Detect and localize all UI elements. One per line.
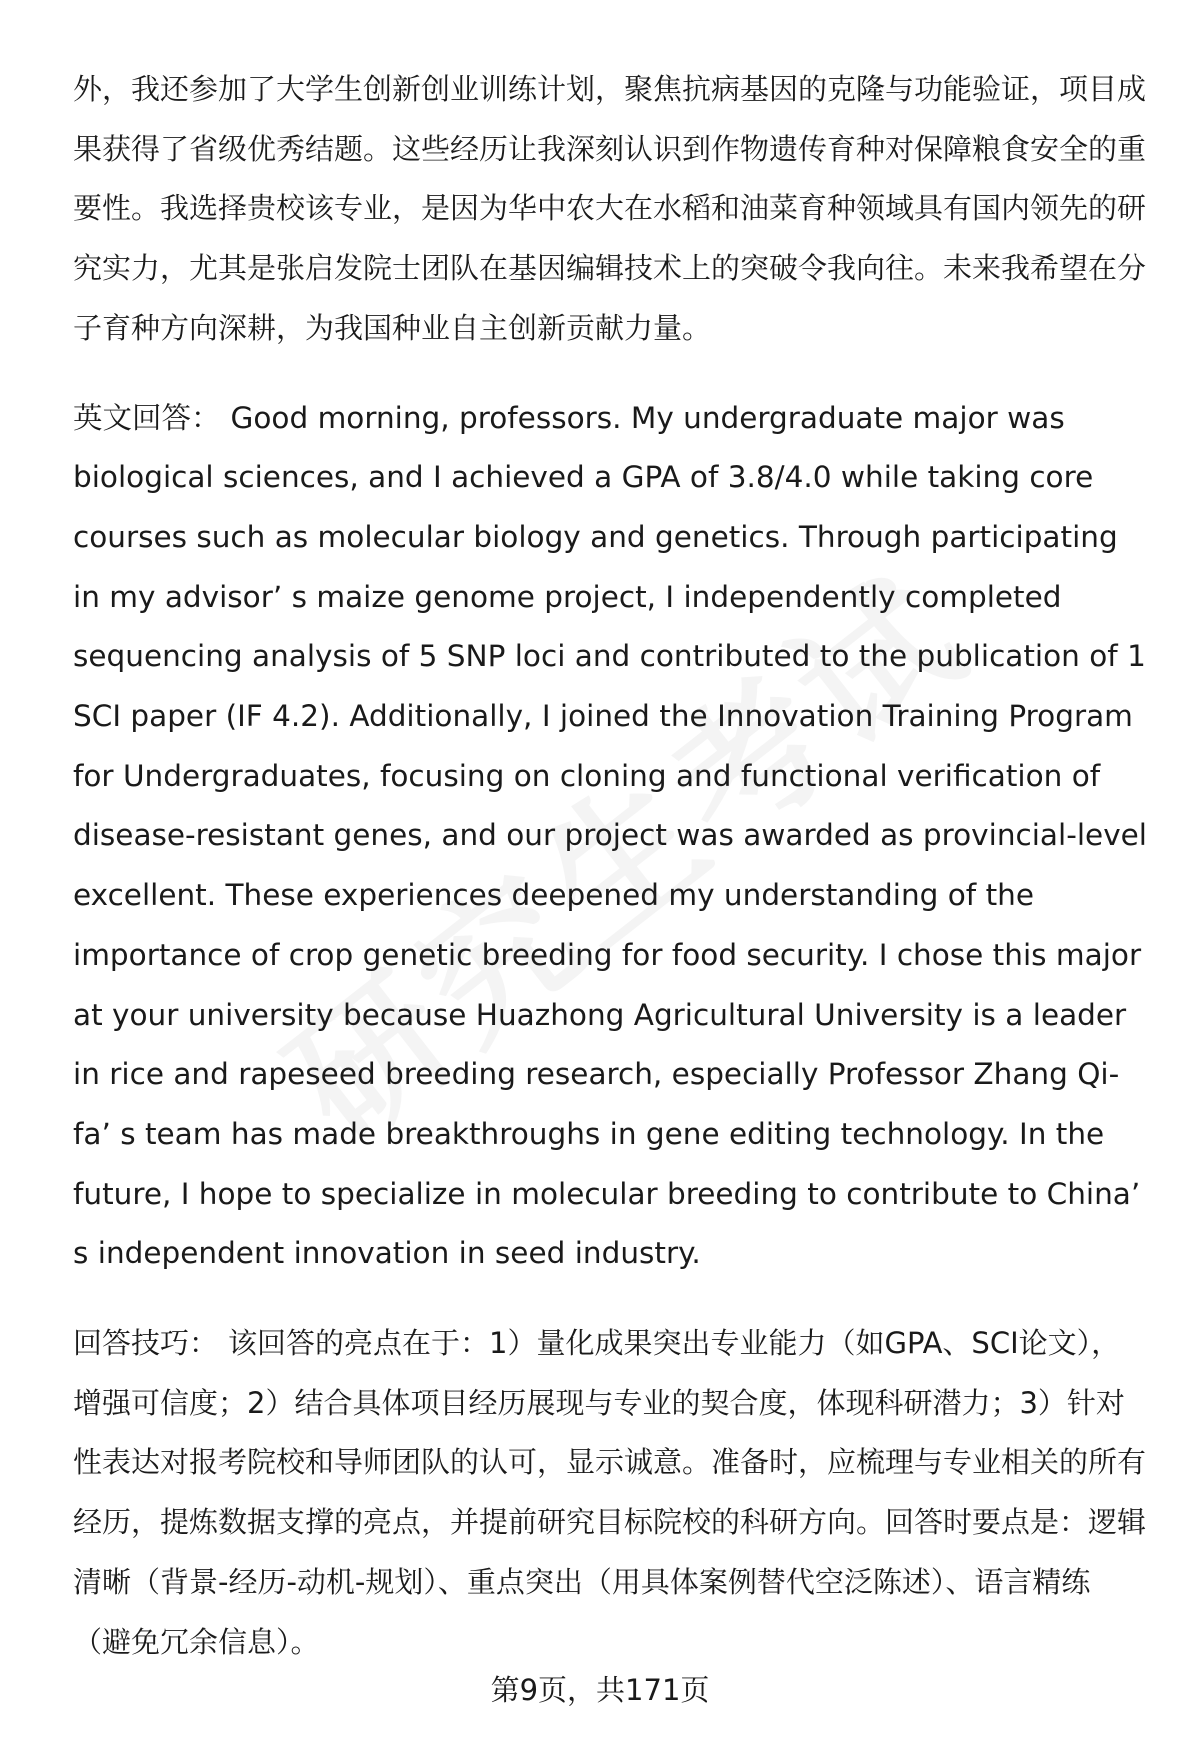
tips-paragraph — [73, 1314, 1148, 1672]
tips-label: 回答技巧： — [73, 1326, 219, 1361]
tips-text: 该回答的亮点在于：1）量化成果突出专业能力（如GPA、SCI论文），增强可信度；2）结合具体项目经历展现与专业的契合度，体现科研潜力；3）针对性表达对报考院校和导师团队的认可，显示诚意。准备时，应梳理与专业相关的所有经历，提炼数据支撑的亮点，并提前研究目标院校的科研方向。回答时要点是：逻辑清晰（背景-经历-动机-规划）、重点突出（用具体案例替代空泛陈述）、语言精练（避免冗余信息）。 — [73, 1326, 1147, 1659]
english-answer-text: Good morning, professors. My undergraduate major was biological sciences, and I achieved a GPA of 3.8/4.0 while taking core courses such as molecular biology and genetics. Through participating in my advisor’ s maize genome project, I independently completed sequencing analysis of 5 SNP loci and contributed to the publication of 1 SCI paper (IF 4.2). Additionally, I joined the Innovation Training Program for Undergraduates, focusing on cloning and functional verification of disease-resistant genes, and our project was awarded as provincial-level excellent. These experiences deepened my understanding of the importance of crop genetic breeding for food security. I chose this major at your university because Huazhong Agricultural University is a leader in rice and rapeseed breeding research, especially Professor Zhang Qi-fa’ s team has made breakthroughs in gene editing technology. In the future, I hope to specialize in molecular breeding to contribute to China’ s independent innovation in seed industry. — [73, 400, 1147, 1271]
document-body — [73, 60, 1148, 1702]
english-answer-label: 英文回答： — [73, 400, 221, 435]
chinese-answer-paragraph: 外，我还参加了大学生创新创业训练计划，聚焦抗病基因的克隆与功能验证，项目成果获得了省级优秀结题。这些经历让我深刻认识到作物遗传育种对保障粮食安全的重要性。我选择贵校该专业，是因为华中农大在水稻和油菜育种领域具有国内领先的研究实力，尤其是张启发院士团队在基因编辑技术上的突破令我向往。未来我希望在分子育种方向深耕，为我国种业自主创新贡献力量。 — [73, 72, 1147, 345]
page-number: 第9页，共171页 — [490, 1673, 710, 1707]
english-answer-paragraph — [73, 389, 1148, 1285]
